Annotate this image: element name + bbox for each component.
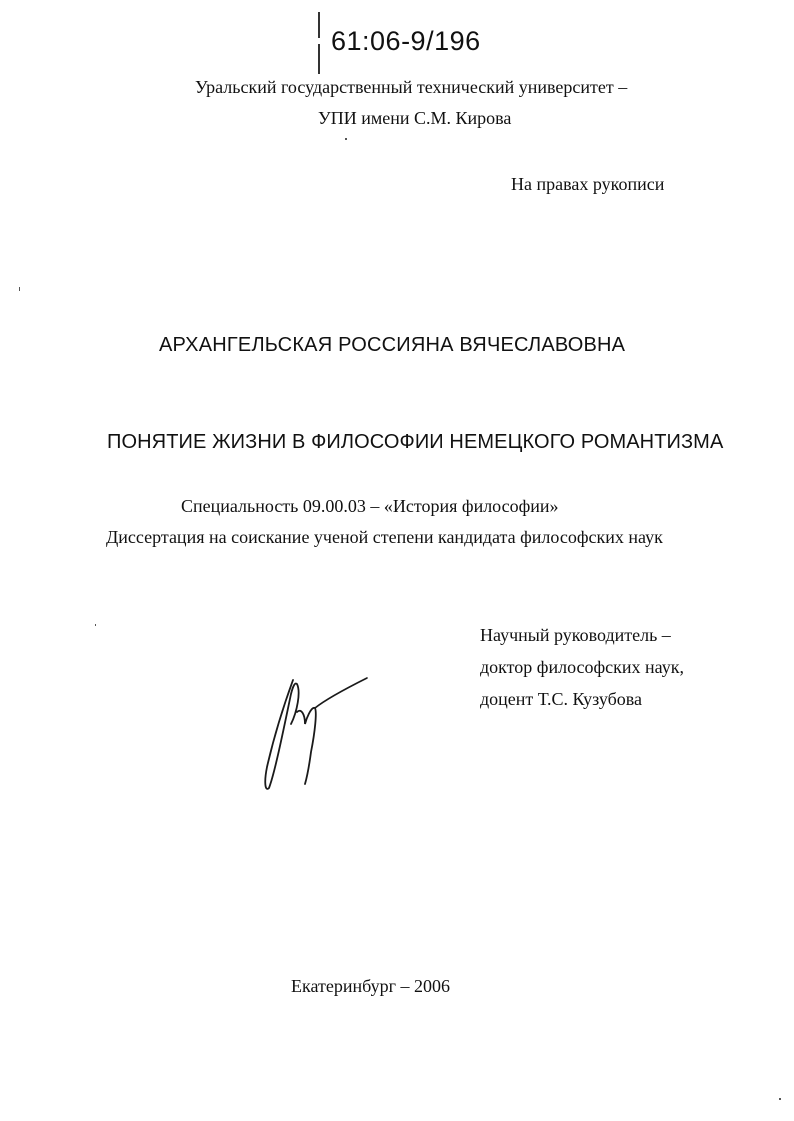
place-and-year: Екатеринбург – 2006: [291, 976, 450, 996]
signature-stroke-2: [297, 708, 316, 784]
stamp-line-top: [318, 12, 320, 38]
scan-speck: [779, 1098, 781, 1100]
stamp-line-bottom: [318, 44, 320, 74]
university-name-line-2: УПИ имени С.М. Кирова: [318, 108, 512, 128]
degree-line: Диссертация на соискание ученой степени кандидата философских наук: [106, 527, 663, 547]
signature-stroke-1: [265, 680, 298, 789]
specialty-line: Специальность 09.00.03 – «История философии»: [181, 496, 559, 516]
handwritten-signature: [255, 672, 375, 797]
manuscript-rights-note: На правах рукописи: [511, 174, 665, 194]
supervisor-degree: доктор философских наук,: [480, 657, 684, 677]
scan-speck: [345, 138, 347, 140]
scan-speck: [95, 624, 96, 626]
signature-stroke-3: [315, 678, 367, 708]
catalog-number: 61:06-9/196: [331, 26, 481, 56]
supervisor-name: доцент Т.С. Кузубова: [480, 689, 643, 709]
university-name-line-1: Уральский государственный технический университет –: [195, 77, 628, 97]
thesis-title: ПОНЯТИЕ ЖИЗНИ В ФИЛОСОФИИ НЕМЕЦКОГО РОМАНТИЗМА: [107, 431, 724, 453]
supervisor-role: Научный руководитель –: [480, 625, 671, 645]
author-name: АРХАНГЕЛЬСКАЯ РОССИЯНА ВЯЧЕСЛАВОВНА: [159, 334, 626, 356]
scan-speck: [19, 287, 20, 291]
